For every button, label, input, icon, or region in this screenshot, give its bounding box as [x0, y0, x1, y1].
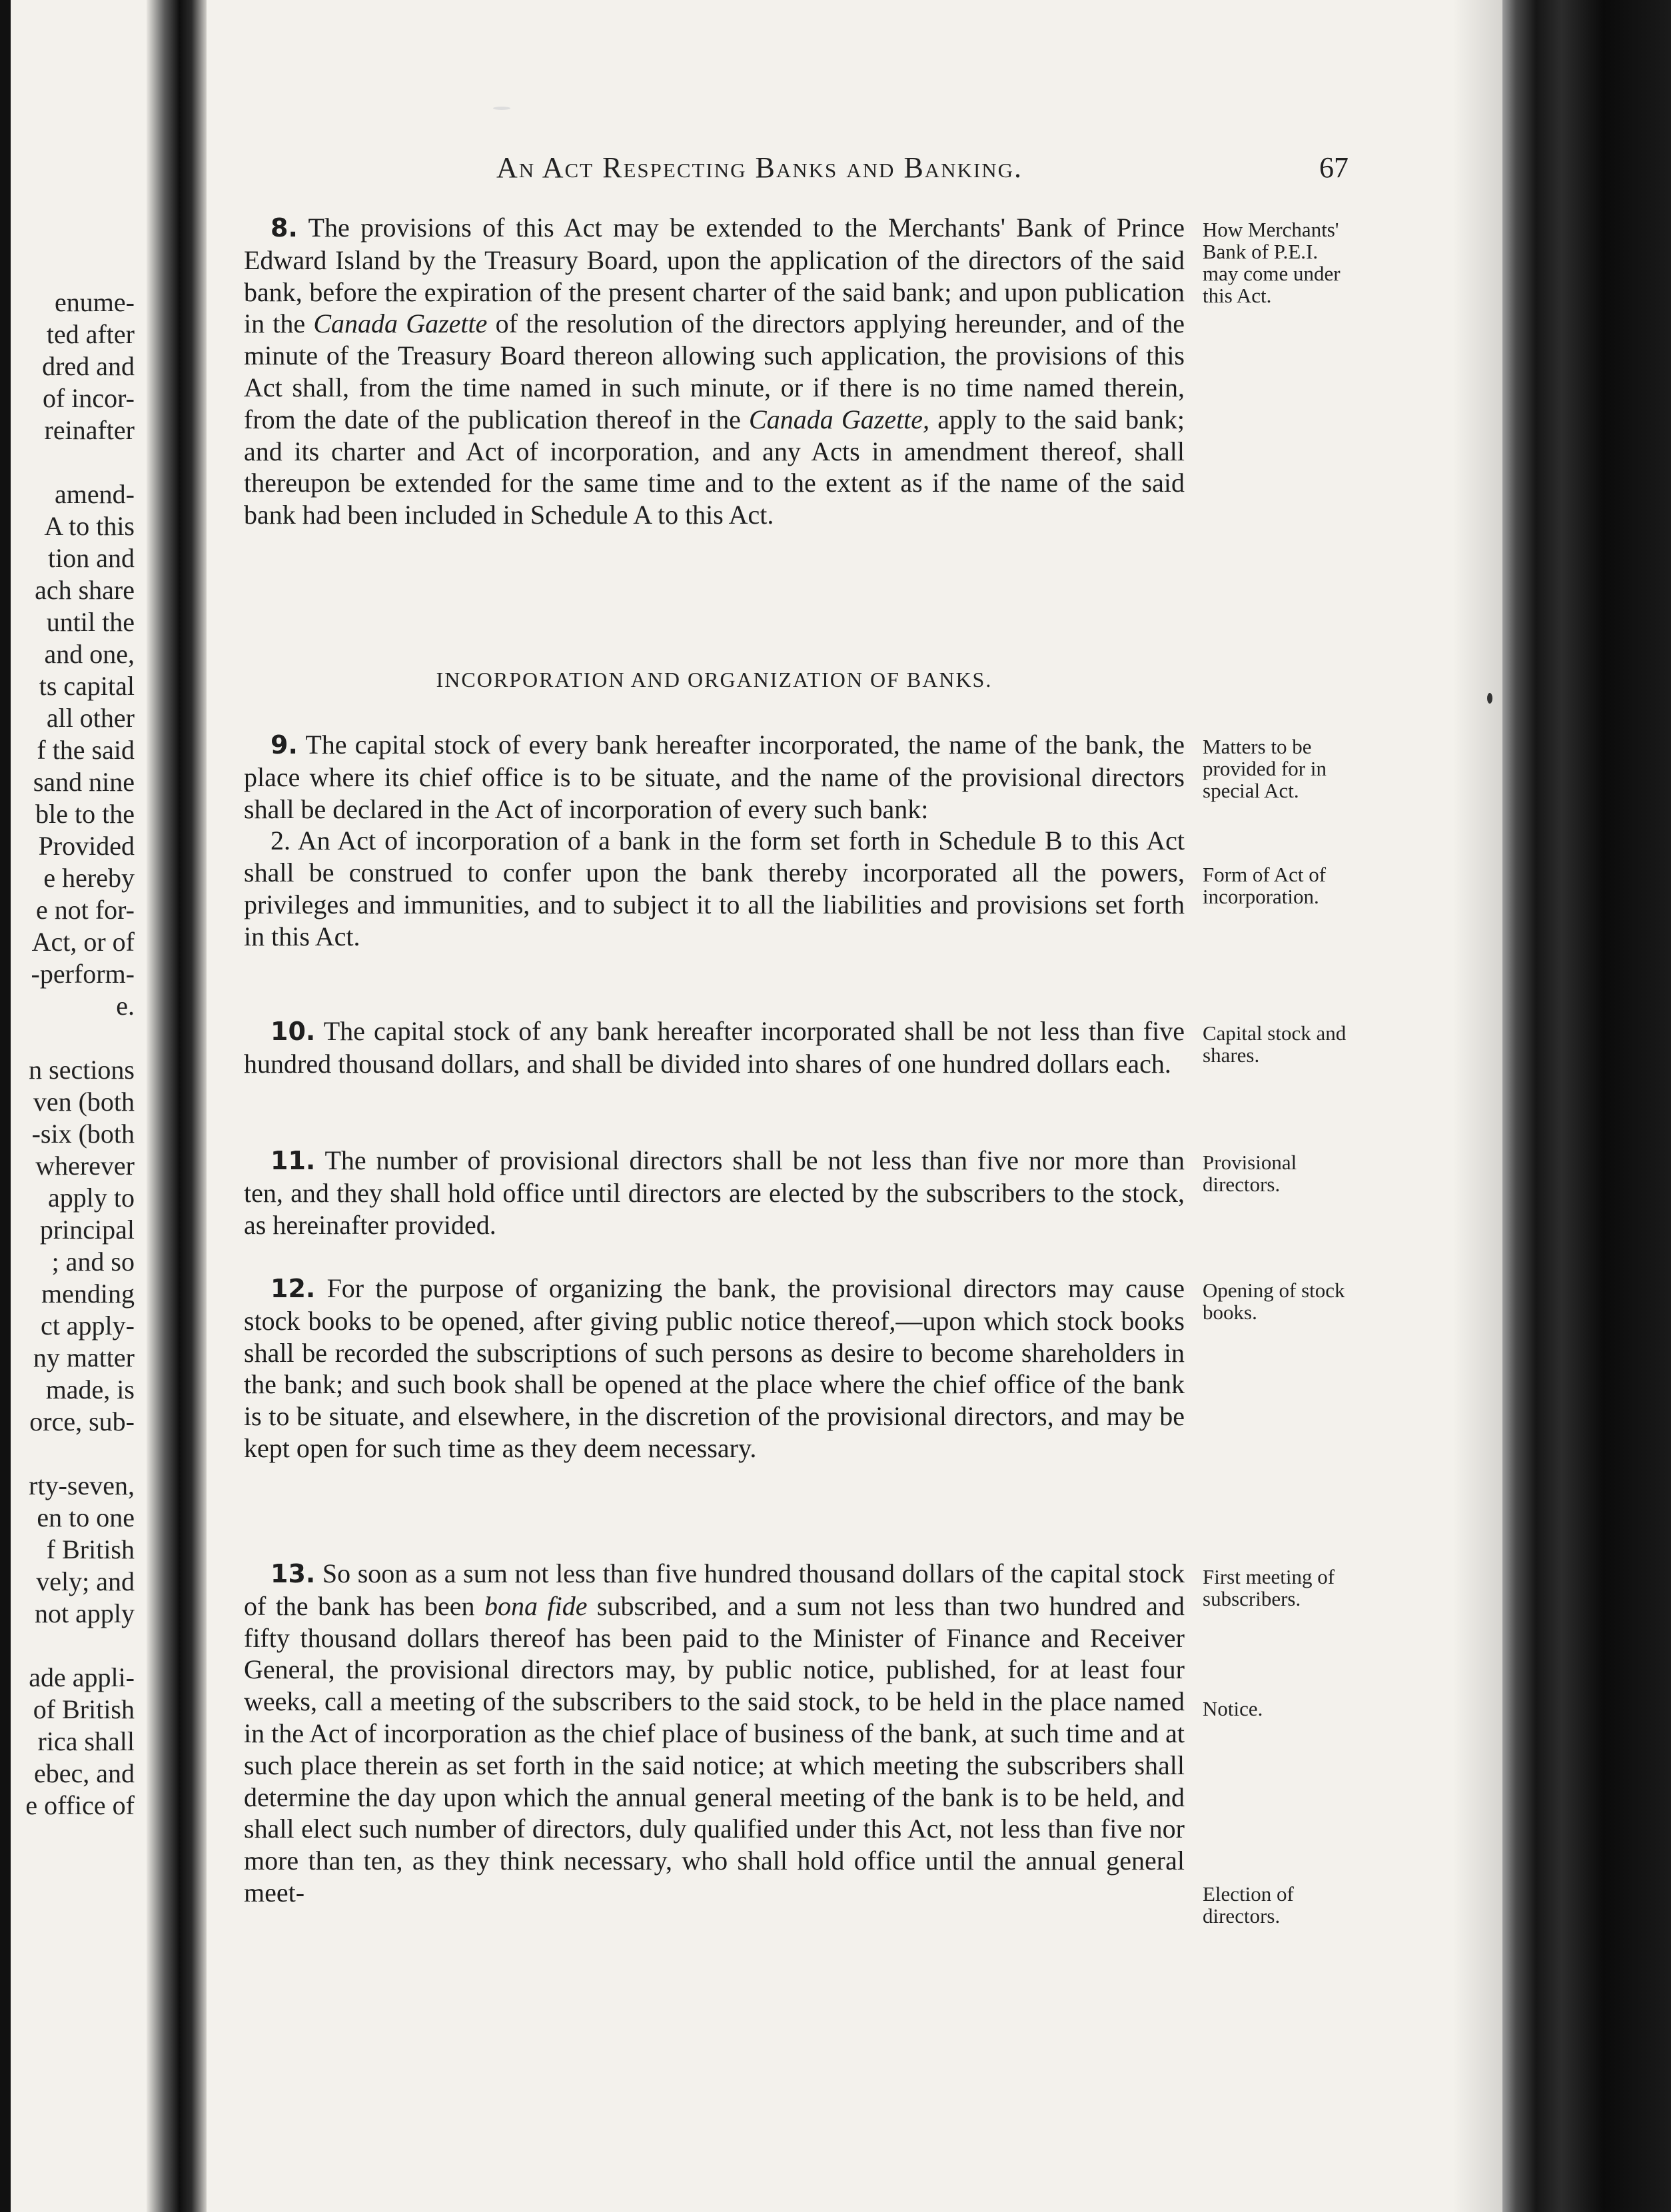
margin-note-section-10: Capital stock and shares.: [1203, 1021, 1347, 1067]
previous-page-line: principal: [39, 1215, 135, 1245]
previous-page-line: e not for-: [35, 895, 135, 925]
margin-note-section-13-notice: Notice.: [1203, 1697, 1263, 1720]
previous-page-line: en to one: [37, 1502, 135, 1532]
previous-page-line: e office of: [25, 1790, 135, 1820]
previous-page-line: apply to: [48, 1183, 135, 1213]
previous-page-line: e.: [116, 991, 135, 1021]
margin-note-section-12: Opening of stock books.: [1203, 1279, 1345, 1324]
margin-note-section-8: How Merchants' Bank of P.E.I. may come under this Act.: [1203, 218, 1341, 307]
margin-note-section-9: Matters to be provided for in special Act.: [1203, 735, 1327, 802]
previous-page-line: A to this: [44, 511, 135, 541]
previous-page-line: of British: [33, 1694, 135, 1724]
page-edge-right: [1502, 0, 1671, 2212]
section-italic: bona fide: [484, 1590, 588, 1621]
previous-page-line: mending: [41, 1279, 135, 1309]
previous-page-line: and one,: [44, 639, 135, 669]
section-text: The capital stock of every bank hereafter incorporated, the name of the bank, the place where its chief office is to be situate, and the name of the provisional directors shall be declared in the Act of incorporation of every such bank:: [244, 730, 1185, 824]
scan-speck: [1487, 693, 1492, 704]
section-text: subscribed, and a sum not less than two hundred and fifty thousand dollars thereof has been paid to the Minister of Finance and Receiver General, the provisional directors may, by public notice, published, for at least four weeks, call a meeting of the subscribers to the said stock, to be held in the place named in the Act of incorporation as the chief place of business of the bank, at such time and at such place therein as set forth in the said notice; at which meeting the subscribers shall determine the day upon which the annual general meeting of the bank is to be held, and shall elect such number of directors, duly qualified under this Act, not less than five nor more than ten, as they think necessary, who shall hold office until the annual general meet-: [244, 1590, 1185, 1908]
previous-page-line: tion and: [48, 543, 135, 573]
section-13: [244, 1558, 1185, 1909]
section-number: 11.: [271, 1146, 316, 1175]
previous-page-line: ny matter: [33, 1343, 135, 1373]
previous-page-line: not apply: [35, 1598, 135, 1628]
previous-page-line: until the: [46, 607, 135, 637]
section-text: So soon as a sum not less than five hundred thousand dollars of the capital stock of the bank has been: [244, 1558, 1185, 1621]
previous-page-line: all other: [46, 703, 135, 733]
previous-page-line: amend-: [55, 479, 135, 509]
section-number: 9.: [271, 730, 298, 760]
running-head: An Act Respecting Banks and Banking.: [496, 151, 1023, 184]
previous-page-line: ven (both: [33, 1087, 135, 1117]
page-number: 67: [1319, 151, 1349, 184]
previous-page-line: dred and: [42, 351, 135, 381]
previous-page-line: ct apply-: [40, 1311, 135, 1341]
previous-page-line: Act, or of: [31, 927, 135, 957]
previous-page-fragment: [0, 0, 140, 2212]
previous-page-line: ebec, and: [33, 1758, 135, 1788]
previous-page-line: sand nine: [33, 767, 135, 797]
margin-note-section-13: First meeting of subscribers.: [1203, 1565, 1335, 1610]
section-italic: Canada Gazette,: [749, 404, 930, 434]
section-text: For the purpose of organizing the bank, the provisional directors may cause stock books to be opened, after giving public notice thereof,—upon which stock books shall be recorded the subscriptions of such persons as desire to become shareholders in the bank; and such book shall be opened at the place where the chief office of the bank is to be situate, and elsewhere, in the discretion of the provisional directors, and may be kept open for such time as they deem necessary.: [244, 1273, 1185, 1463]
previous-page-line: ble to the: [35, 799, 135, 829]
margin-note-section-11: Provisional directors.: [1203, 1151, 1297, 1196]
margin-note-section-9-sub: Form of Act of incorporation.: [1203, 863, 1327, 908]
section-10: [244, 1015, 1185, 1080]
section-text: The capital stock of any bank hereafter incorporated shall be not less than five hundred thousand dollars, and shall be divided into shares of one hundred dollars each.: [244, 1016, 1185, 1079]
previous-page-line: ted after: [46, 319, 135, 349]
section-text: The number of provisional directors shall be not less than five nor more than ten, and they shall hold office until directors are elected by the subscribers to the stock, as hereinafter provided.: [244, 1145, 1185, 1240]
section-number: 12.: [271, 1274, 316, 1303]
scan-speck: [493, 107, 510, 110]
section-text: The provisions of this Act may be extended to the Merchants' Bank of Prince Edward Island by the Treasury Board, upon the application of the directors of the said bank, before the expiration of the present charter of the said bank; and upon publication in the: [244, 213, 1185, 339]
previous-page-line: enume-: [55, 287, 135, 317]
previous-page-line: rica shall: [37, 1726, 135, 1756]
previous-page-line: rty-seven,: [29, 1470, 135, 1500]
section-heading: INCORPORATION AND ORGANIZATION OF BANKS.: [436, 668, 993, 692]
section-number: 13.: [271, 1559, 316, 1588]
previous-page-line: reinafter: [44, 415, 135, 445]
previous-page-line: f British: [46, 1534, 135, 1564]
previous-page-line: wherever: [35, 1151, 135, 1181]
previous-page-line: ade appli-: [29, 1662, 135, 1692]
previous-page-line: ach share: [35, 575, 135, 605]
previous-page-line: -perform-: [31, 959, 135, 989]
section-text: apply to the said bank; and its charter and Act of incorporation, and any Acts in amendment thereof, shall thereupon be extended for the same time and to the extent as if the name of the said bank had been included in Schedule A to this Act.: [244, 404, 1185, 530]
section-8: [244, 212, 1185, 531]
book-gutter: [147, 0, 207, 2212]
section-italic: Canada Gazette: [313, 308, 488, 339]
previous-page-line: n sections: [29, 1055, 135, 1085]
subsection-2: 2. An Act of incorporation of a bank in the form set forth in Schedule B to this Act shall be construed to confer upon the bank thereby incorporated all the powers, privileges and immunities, and to subject it to all the liabilities and provisions set forth in this Act.: [244, 826, 1185, 951]
section-9: [244, 729, 1185, 953]
page-fold-shadow: [1452, 0, 1502, 2212]
previous-page-line: made, is: [45, 1375, 135, 1404]
section-number: 10.: [271, 1017, 316, 1046]
section-11: [244, 1145, 1185, 1241]
previous-page-line: orce, sub-: [29, 1406, 135, 1436]
previous-page-line: Provided: [38, 831, 135, 861]
margin-note-section-13-election: Election of directors.: [1203, 1882, 1294, 1928]
previous-page-line: ts capital: [39, 671, 135, 701]
previous-page-line: ; and so: [51, 1247, 135, 1277]
section-12: [244, 1273, 1185, 1464]
section-number: 8.: [271, 213, 298, 243]
section-text: of the resolution of the directors applying hereunder, and of the minute of the Treasury Board thereon allowing such application, the provisions of this Act shall, from the time named in such minute, or if there is no time named therein, from the date of the publication thereof in the: [244, 308, 1185, 434]
previous-page-line: of incor-: [42, 383, 135, 413]
previous-page-line: vely; and: [36, 1566, 135, 1596]
previous-page-line: e hereby: [43, 863, 135, 893]
previous-page-line: f the said: [37, 735, 135, 765]
previous-page-line: -six (both: [31, 1119, 135, 1149]
